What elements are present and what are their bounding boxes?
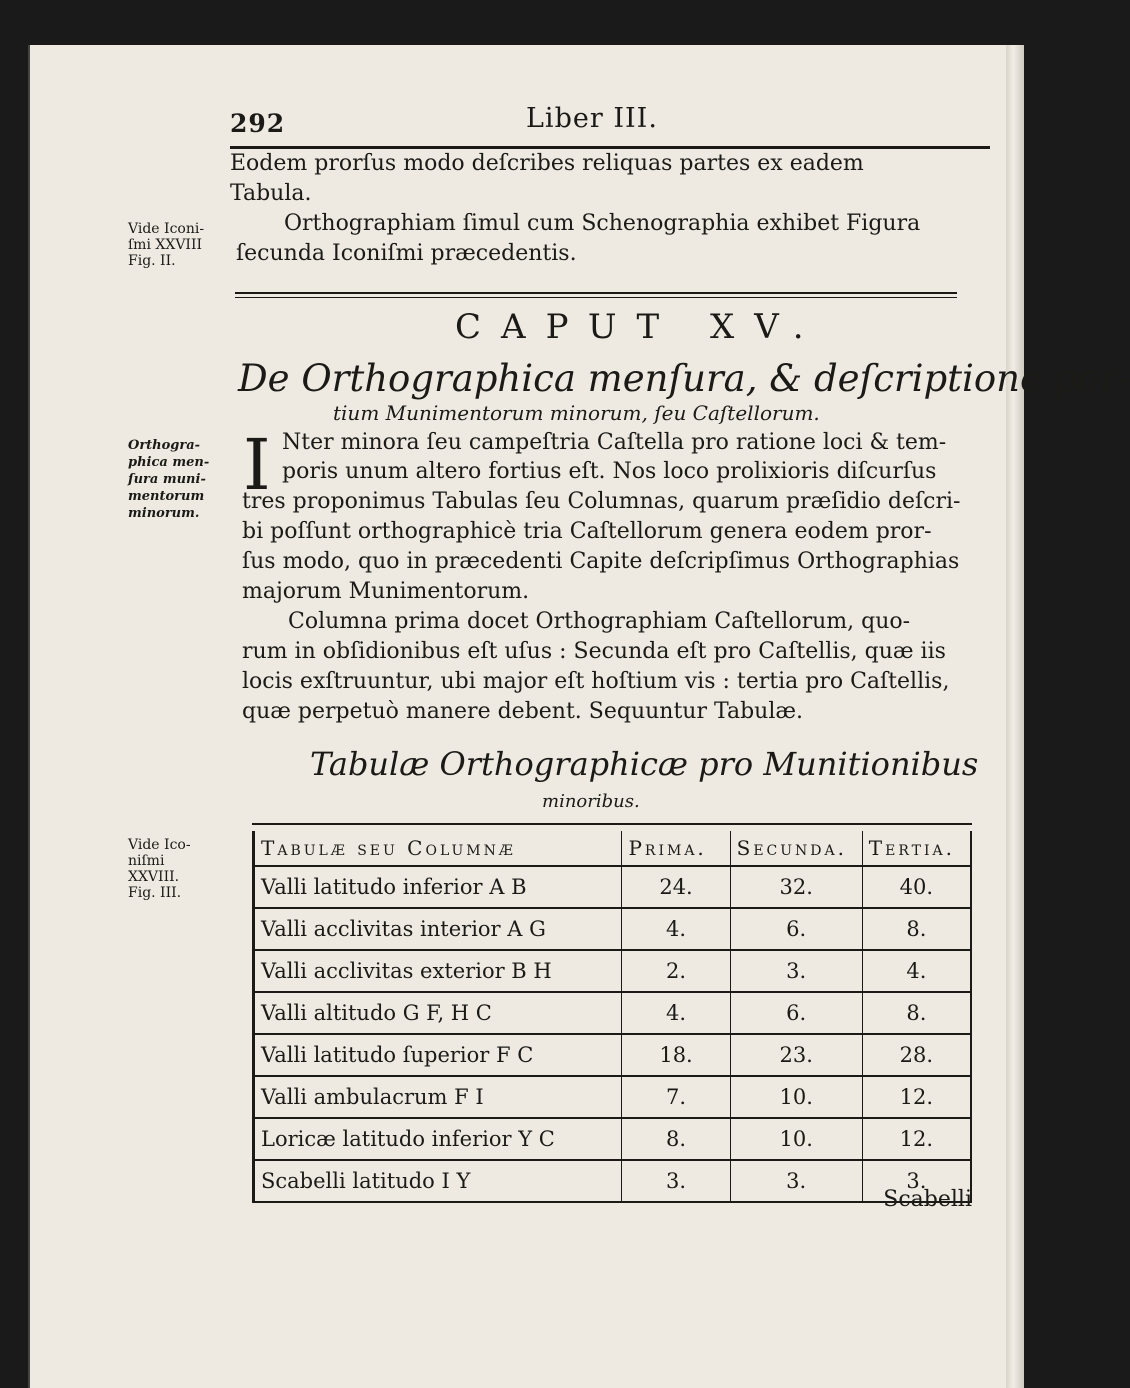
margin-note-line: minorum. — [128, 506, 200, 521]
row-label: Scabelli latitudo I Y — [254, 1160, 622, 1202]
cell-tertia: 8. — [862, 992, 971, 1034]
chapter-number: CAPUT XV. — [455, 307, 824, 347]
intro-line-2: Tabula. — [230, 181, 312, 206]
book-page — [30, 45, 1130, 1388]
cell-tertia: 3. — [862, 1160, 971, 1202]
section-rule — [235, 292, 957, 294]
margin-note-line: ſura muni- — [128, 472, 206, 487]
margin-note-line: niſmi — [128, 853, 165, 869]
body-line-8: rum in obſidionibus eſt uſus : Secunda eſt pro Caſtellis, quæ iis — [242, 639, 946, 664]
cell-secunda: 3. — [730, 950, 862, 992]
row-label: Valli latitudo ſuperior F C — [254, 1034, 622, 1076]
table-row — [254, 1034, 972, 1076]
cell-secunda: 10. — [730, 1118, 862, 1160]
cell-secunda: 6. — [730, 992, 862, 1034]
cell-prima: 4. — [622, 908, 730, 950]
margin-note-line: Fig. II. — [128, 253, 176, 269]
cell-tertia: 4. — [862, 950, 971, 992]
margin-note-iconism-28-fig-2 — [128, 221, 204, 269]
margin-note-line: phica men- — [128, 455, 210, 470]
table-row — [254, 866, 972, 908]
row-label: Valli altitudo G F, H C — [254, 992, 622, 1034]
col-header-prima: Prima. — [622, 831, 730, 866]
cell-tertia: 12. — [862, 1118, 971, 1160]
cell-prima: 2. — [622, 950, 730, 992]
col-header-tertia: Tertia. — [862, 831, 971, 866]
body-line-3: tres proponimus Tabulas ſeu Columnas, quarum præſidio deſcri- — [242, 489, 961, 514]
table-row — [254, 992, 972, 1034]
body-line-9: locis exſtruuntur, ubi major eſt hoſtium vis : tertia pro Caſtellis, — [242, 669, 950, 694]
data-table — [252, 831, 972, 1203]
cell-prima: 7. — [622, 1076, 730, 1118]
page-spine — [1006, 45, 1024, 1388]
intro-line-1: Eodem prorſus modo deſcribes reliquas partes ex eadem — [230, 151, 864, 176]
body-line-1: Nter minora ſeu campeſtria Caſtella pro ratione loci & tem- — [282, 430, 947, 455]
orthographic-table — [252, 823, 972, 1203]
body-line-5: ſus modo, quo in præcedenti Capite deſcripſimus Orthographias — [242, 549, 960, 574]
cell-secunda: 3. — [730, 1160, 862, 1202]
row-label: Valli latitudo inferior A B — [254, 866, 622, 908]
row-label: Valli acclivitas interior A G — [254, 908, 622, 950]
margin-note-iconism-28-fig-3 — [128, 837, 191, 901]
section-rule-thin — [235, 297, 957, 298]
intro-line-4: ſecunda Iconiſmi præcedentis. — [236, 241, 577, 266]
table-row — [254, 1160, 972, 1202]
body-line-7: Columna prima docet Orthographiam Caſtellorum, quo- — [288, 609, 911, 634]
cell-secunda: 6. — [730, 908, 862, 950]
cell-prima: 24. — [622, 866, 730, 908]
table-row — [254, 1118, 972, 1160]
body-line-4: bi poſſunt orthographicè tria Caſtellorum genera eodem pror- — [242, 519, 932, 544]
margin-note-line: Orthogra- — [128, 438, 201, 453]
table-row — [254, 1076, 972, 1118]
table-row — [254, 950, 972, 992]
margin-note-line: mentorum — [128, 489, 205, 504]
cell-tertia: 28. — [862, 1034, 971, 1076]
margin-note-line: XXVIII. — [128, 869, 180, 885]
col-header-label: Tabulæ ſeu Columnæ — [254, 831, 622, 866]
drop-cap: I — [243, 424, 271, 506]
body-line-2: poris unum altero fortius eſt. Nos loco prolixioris diſcurſus — [282, 459, 937, 484]
margin-note-orthographica — [128, 437, 209, 522]
margin-note-line: ſmi XXVIII — [128, 237, 203, 253]
body-line-10: quæ perpetuò manere debent. Sequuntur Tabulæ. — [242, 699, 804, 724]
table-top-rule — [252, 823, 972, 825]
running-head-title: Liber III. — [526, 103, 658, 134]
row-label: Loricæ latitudo inferior Y C — [254, 1118, 622, 1160]
cell-tertia: 8. — [862, 908, 971, 950]
cell-tertia: 12. — [862, 1076, 971, 1118]
row-label: Valli acclivitas exterior B H — [254, 950, 622, 992]
cell-prima: 3. — [622, 1160, 730, 1202]
cell-secunda: 10. — [730, 1076, 862, 1118]
col-header-secunda: Secunda. — [730, 831, 862, 866]
chapter-title: De Orthographica menſura, & deſcriptione par- — [238, 357, 1130, 400]
margin-note-line: Fig. III. — [128, 885, 182, 901]
table-row — [254, 908, 972, 950]
cell-tertia: 40. — [862, 866, 971, 908]
margin-note-line: Vide Iconi- — [128, 221, 205, 237]
cell-prima: 18. — [622, 1034, 730, 1076]
cell-prima: 4. — [622, 992, 730, 1034]
table-title: Tabulæ Orthographicæ pro Munitionibus — [310, 745, 979, 783]
body-line-6: majorum Munimentorum. — [242, 579, 530, 604]
catchword: Scabelli — [883, 1187, 972, 1212]
row-label: Valli ambulacrum F I — [254, 1076, 622, 1118]
intro-line-3: Orthographiam ſimul cum Schenographia exhibet Figura — [284, 211, 921, 236]
cell-prima: 8. — [622, 1118, 730, 1160]
table-header-row — [254, 831, 972, 866]
cell-secunda: 23. — [730, 1034, 862, 1076]
margin-note-line: Vide Ico- — [128, 837, 191, 853]
table-subtitle: minoribus. — [542, 791, 640, 812]
chapter-title-continued: tium Munimentorum minorum, ſeu Caſtellorum. — [333, 401, 820, 425]
cell-secunda: 32. — [730, 866, 862, 908]
page-number: 292 — [230, 109, 286, 138]
